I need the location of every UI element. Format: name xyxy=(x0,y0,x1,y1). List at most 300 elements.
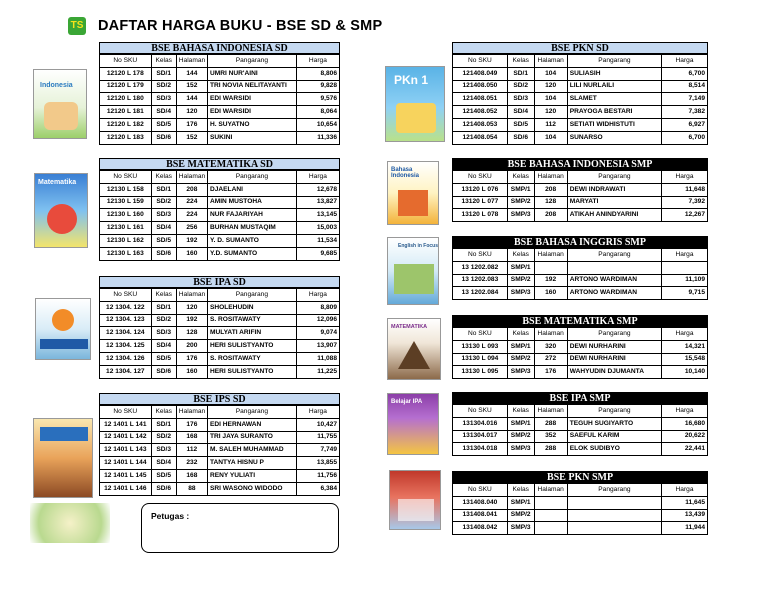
cell-halaman: 232 xyxy=(176,457,207,470)
table-header-row xyxy=(453,249,708,262)
column-header-sku: No SKU xyxy=(453,484,508,497)
cell-harga: 11,109 xyxy=(662,274,708,287)
table-row xyxy=(453,430,708,443)
cell-harga: 10,427 xyxy=(296,418,339,431)
cell-kelas: SMP/1 xyxy=(507,340,534,353)
cell-sku: 12 1401 L 145 xyxy=(100,469,152,482)
column-header-kelas: Kelas xyxy=(151,289,176,302)
cell-pangarang: EDI WARSIDI xyxy=(207,106,296,119)
table-row xyxy=(453,496,708,509)
cell-sku: 12120 L 182 xyxy=(100,118,152,131)
cell-kelas: SD/5 xyxy=(507,118,534,131)
cell-halaman: 160 xyxy=(176,247,207,260)
table-row xyxy=(100,431,340,444)
page-title: DAFTAR HARGA BUKU - BSE SD & SMP xyxy=(98,18,383,34)
petugas-box xyxy=(141,503,339,553)
cell-pangarang: SRI WASONO WIDODO xyxy=(207,482,296,495)
cell-harga: 20,622 xyxy=(662,430,708,443)
cell-kelas: SD/4 xyxy=(151,222,176,235)
column-header-harga: Harga xyxy=(296,171,339,184)
cell-pangarang xyxy=(567,522,661,535)
cell-halaman xyxy=(534,261,567,274)
section-title: BSE BAHASA INDONESIA SD xyxy=(99,42,340,54)
cover-matematika-smp xyxy=(387,318,441,380)
cell-pangarang: ARTONO WARDIMAN xyxy=(567,274,661,287)
cover-ipa-smp xyxy=(387,393,439,455)
cell-sku: 12130 L 159 xyxy=(100,196,152,209)
column-header-kelas: Kelas xyxy=(151,406,176,419)
column-header-halaman: Halaman xyxy=(534,171,567,184)
cell-pangarang: DEWI NURHARINI xyxy=(567,340,661,353)
cell-kelas: SD/2 xyxy=(151,80,176,93)
column-header-pangarang: Pangarang xyxy=(567,328,661,341)
table-row xyxy=(100,457,340,470)
cell-pangarang: PRAYOGA BESTARI xyxy=(567,106,661,119)
column-header-halaman: Halaman xyxy=(176,289,207,302)
cell-kelas: SMP/2 xyxy=(507,274,534,287)
cell-sku: 13120 L 078 xyxy=(453,209,508,222)
cell-harga: 8,514 xyxy=(662,80,708,93)
cover-bahasa-inggris-smp xyxy=(387,237,439,305)
cell-sku: 12 1401 L 146 xyxy=(100,482,152,495)
cell-pangarang: ELOK SUDIBYO xyxy=(567,443,661,456)
cell-pangarang: NUR FAJARIYAH xyxy=(207,209,296,222)
column-header-harga: Harga xyxy=(296,289,339,302)
cell-halaman xyxy=(534,522,567,535)
cell-halaman: 112 xyxy=(176,444,207,457)
cell-harga: 10,140 xyxy=(662,366,708,379)
cell-kelas: SD/1 xyxy=(151,418,176,431)
cell-sku: 12120 L 183 xyxy=(100,131,152,144)
cell-sku: 12 1304. 122 xyxy=(100,301,152,314)
table-header-row xyxy=(453,55,708,68)
cell-sku: 12 1304. 126 xyxy=(100,352,152,365)
cover-collection-sd xyxy=(30,503,110,543)
cover-title: Bahasa Indonesia xyxy=(391,167,420,179)
table-header-row xyxy=(100,171,340,184)
cell-harga: 13,145 xyxy=(296,209,339,222)
cell-halaman: 120 xyxy=(534,106,567,119)
table-row xyxy=(453,522,708,535)
section-matematika-smp xyxy=(452,315,708,379)
cell-halaman: 192 xyxy=(534,274,567,287)
price-table xyxy=(452,483,708,535)
cell-kelas: SD/1 xyxy=(151,67,176,80)
column-header-pangarang: Pangarang xyxy=(567,484,661,497)
cell-kelas: SMP/2 xyxy=(507,430,534,443)
price-table xyxy=(452,404,708,456)
column-header-halaman: Halaman xyxy=(176,406,207,419)
cell-sku: 12 1401 L 141 xyxy=(100,418,152,431)
cell-kelas: SD/1 xyxy=(151,183,176,196)
cell-halaman: 104 xyxy=(534,93,567,106)
cover-title: MATEMATIKA xyxy=(391,324,428,330)
cell-harga: 9,685 xyxy=(296,247,339,260)
column-header-kelas: Kelas xyxy=(507,405,534,418)
cell-kelas: SD/3 xyxy=(507,93,534,106)
cell-sku: 12120 L 179 xyxy=(100,80,152,93)
cell-harga: 15,548 xyxy=(662,353,708,366)
column-header-harga: Harga xyxy=(662,405,708,418)
cell-kelas: SD/3 xyxy=(151,93,176,106)
cell-pangarang: DJAELANI xyxy=(207,183,296,196)
cell-kelas: SD/6 xyxy=(151,365,176,378)
cell-kelas: SD/5 xyxy=(151,469,176,482)
cell-pangarang: WAHYUDIN DJUMANTA xyxy=(567,366,661,379)
column-header-sku: No SKU xyxy=(453,55,508,68)
cell-harga: 13,827 xyxy=(296,196,339,209)
cell-pangarang: M. SALEH MUHAMMAD xyxy=(207,444,296,457)
cell-kelas: SD/1 xyxy=(151,301,176,314)
cell-pangarang: SLAMET xyxy=(567,93,661,106)
cell-kelas: SD/3 xyxy=(151,327,176,340)
section-bahasa-indonesia-smp xyxy=(452,158,708,222)
column-header-harga: Harga xyxy=(662,484,708,497)
column-header-halaman: Halaman xyxy=(534,405,567,418)
cell-halaman: 104 xyxy=(534,131,567,144)
cell-sku: 131304.018 xyxy=(453,443,508,456)
cell-halaman: 272 xyxy=(534,353,567,366)
cell-halaman: 168 xyxy=(176,469,207,482)
cell-halaman: 176 xyxy=(176,352,207,365)
table-row xyxy=(453,118,708,131)
column-header-sku: No SKU xyxy=(453,328,508,341)
table-header-row xyxy=(100,55,340,68)
cell-harga: 11,534 xyxy=(296,234,339,247)
cell-harga: 7,382 xyxy=(662,106,708,119)
cell-halaman: 176 xyxy=(176,118,207,131)
cell-harga: 11,648 xyxy=(662,183,708,196)
cell-harga xyxy=(662,261,708,274)
column-header-kelas: Kelas xyxy=(507,249,534,262)
price-table xyxy=(452,327,708,379)
table-row xyxy=(100,118,340,131)
cell-halaman: 128 xyxy=(534,196,567,209)
cell-halaman: 144 xyxy=(176,67,207,80)
cell-harga: 9,715 xyxy=(662,287,708,300)
cell-harga: 12,096 xyxy=(296,314,339,327)
column-header-harga: Harga xyxy=(662,55,708,68)
cell-pangarang: SAEFUL KARIM xyxy=(567,430,661,443)
cell-harga: 9,828 xyxy=(296,80,339,93)
logo-text: TS xyxy=(70,20,84,31)
cell-kelas: SD/4 xyxy=(507,106,534,119)
cell-kelas: SD/5 xyxy=(151,352,176,365)
cell-harga: 16,680 xyxy=(662,417,708,430)
cell-sku: 12130 L 158 xyxy=(100,183,152,196)
cell-kelas: SMP/2 xyxy=(507,196,534,209)
price-table xyxy=(452,248,708,300)
table-row xyxy=(453,353,708,366)
table-row xyxy=(453,287,708,300)
cell-halaman: 208 xyxy=(176,183,207,196)
table-row xyxy=(453,209,708,222)
cell-pangarang: TANTYA HISNU P xyxy=(207,457,296,470)
cell-harga: 12,678 xyxy=(296,183,339,196)
table-row xyxy=(453,509,708,522)
column-header-halaman: Halaman xyxy=(176,55,207,68)
section-title: BSE BAHASA INGGRIS SMP xyxy=(452,236,708,248)
cell-kelas: SD/5 xyxy=(151,234,176,247)
cell-pangarang: DEWI INDRAWATI xyxy=(567,183,661,196)
table-row xyxy=(100,469,340,482)
price-table xyxy=(452,170,708,222)
column-header-sku: No SKU xyxy=(100,289,152,302)
section-title: BSE PKN SD xyxy=(452,42,708,54)
cell-sku: 121408.051 xyxy=(453,93,508,106)
cell-harga: 8,809 xyxy=(296,301,339,314)
cell-kelas: SMP/3 xyxy=(507,522,534,535)
cell-pangarang: HERI SULISTYANTO xyxy=(207,365,296,378)
column-header-pangarang: Pangarang xyxy=(207,406,296,419)
table-row xyxy=(100,327,340,340)
cell-sku: 13130 L 094 xyxy=(453,353,508,366)
cover-pkn-smp xyxy=(389,470,441,530)
cell-sku: 12 1401 L 142 xyxy=(100,431,152,444)
cell-sku: 121408.053 xyxy=(453,118,508,131)
cell-pangarang: TEGUH SUGIYARTO xyxy=(567,417,661,430)
cell-sku: 13 1202.082 xyxy=(453,261,508,274)
column-header-kelas: Kelas xyxy=(507,328,534,341)
section-title: BSE PKN SMP xyxy=(452,471,708,483)
cell-halaman: 152 xyxy=(176,131,207,144)
price-table xyxy=(99,405,340,496)
table-row xyxy=(453,93,708,106)
table-header-row xyxy=(453,484,708,497)
cell-pangarang xyxy=(567,509,661,522)
cover-pkn-sd xyxy=(385,66,445,142)
cover-ips-sd xyxy=(33,418,93,498)
cell-pangarang: MULYATI ARIFIN xyxy=(207,327,296,340)
table-row xyxy=(100,340,340,353)
cell-sku: 13120 L 077 xyxy=(453,196,508,209)
table-row xyxy=(453,106,708,119)
cell-halaman: 144 xyxy=(176,93,207,106)
section-bahasa-indonesia-sd xyxy=(99,42,340,145)
table-row xyxy=(100,352,340,365)
cell-harga: 8,806 xyxy=(296,67,339,80)
column-header-sku: No SKU xyxy=(100,406,152,419)
table-row xyxy=(100,314,340,327)
section-bahasa-inggris-smp xyxy=(452,236,708,300)
cell-sku: 12 1304. 125 xyxy=(100,340,152,353)
table-row xyxy=(100,365,340,378)
cell-halaman: 176 xyxy=(534,366,567,379)
cell-sku: 13 1202.083 xyxy=(453,274,508,287)
section-ipa-smp xyxy=(452,392,708,456)
cell-pangarang: SUNARSO xyxy=(567,131,661,144)
cell-kelas: SMP/3 xyxy=(507,209,534,222)
cell-sku: 121408.054 xyxy=(453,131,508,144)
cell-sku: 12 1304. 127 xyxy=(100,365,152,378)
column-header-harga: Harga xyxy=(662,171,708,184)
column-header-halaman: Halaman xyxy=(534,328,567,341)
cell-pangarang: UMRI NUR'AINI xyxy=(207,67,296,80)
cell-harga: 11,645 xyxy=(662,496,708,509)
cell-kelas: SMP/2 xyxy=(507,509,534,522)
cell-pangarang: MARYATI xyxy=(567,196,661,209)
table-row xyxy=(453,67,708,80)
cell-halaman: 112 xyxy=(534,118,567,131)
cell-sku: 12130 L 161 xyxy=(100,222,152,235)
cell-halaman: 208 xyxy=(534,183,567,196)
cell-sku: 12120 L 178 xyxy=(100,67,152,80)
cell-harga: 11,756 xyxy=(296,469,339,482)
cell-pangarang: BURHAN MUSTAQIM xyxy=(207,222,296,235)
cell-pangarang: TRI JAYA SURANTO xyxy=(207,431,296,444)
cell-pangarang: SETIATI WIDHISTUTI xyxy=(567,118,661,131)
column-header-halaman: Halaman xyxy=(534,484,567,497)
table-row xyxy=(100,106,340,119)
section-title: BSE IPA SD xyxy=(99,276,340,288)
cell-pangarang: SULIASIH xyxy=(567,67,661,80)
cell-kelas: SD/2 xyxy=(151,196,176,209)
cell-pangarang: TRI NOVIA NELITAYANTI xyxy=(207,80,296,93)
cell-sku: 131408.041 xyxy=(453,509,508,522)
cell-kelas: SD/4 xyxy=(151,457,176,470)
cell-pangarang: RENY YULIATI xyxy=(207,469,296,482)
cell-harga: 15,003 xyxy=(296,222,339,235)
table-row xyxy=(100,93,340,106)
cell-sku: 121408.052 xyxy=(453,106,508,119)
cell-harga: 13,907 xyxy=(296,340,339,353)
cell-sku: 13130 L 095 xyxy=(453,366,508,379)
cell-pangarang: Y. D. SUMANTO xyxy=(207,234,296,247)
cell-kelas: SD/4 xyxy=(151,106,176,119)
cell-halaman: 200 xyxy=(176,340,207,353)
table-row xyxy=(100,183,340,196)
cell-halaman xyxy=(534,496,567,509)
cell-halaman: 224 xyxy=(176,209,207,222)
cell-kelas: SD/6 xyxy=(151,131,176,144)
column-header-halaman: Halaman xyxy=(534,249,567,262)
column-header-kelas: Kelas xyxy=(507,55,534,68)
column-header-sku: No SKU xyxy=(453,171,508,184)
cell-pangarang: AMIN MUSTOHA xyxy=(207,196,296,209)
section-pkn-smp xyxy=(452,471,708,535)
cell-sku: 12130 L 163 xyxy=(100,247,152,260)
section-title: BSE MATEMATIKA SMP xyxy=(452,315,708,327)
cell-halaman: 192 xyxy=(176,314,207,327)
cell-pangarang: HERI SULISTYANTO xyxy=(207,340,296,353)
cell-sku: 12130 L 160 xyxy=(100,209,152,222)
cell-sku: 12 1401 L 144 xyxy=(100,457,152,470)
cell-pangarang: LILI NURLAILI xyxy=(567,80,661,93)
table-header-row xyxy=(100,289,340,302)
price-table xyxy=(99,170,340,261)
cell-harga: 7,749 xyxy=(296,444,339,457)
cover-matematika-sd xyxy=(34,173,88,248)
cell-pangarang: EDI HERNAWAN xyxy=(207,418,296,431)
cell-halaman: 256 xyxy=(176,222,207,235)
section-pkn-sd xyxy=(452,42,708,145)
cell-pangarang: S. ROSITAWATY xyxy=(207,352,296,365)
cell-sku: 12120 L 181 xyxy=(100,106,152,119)
table-row xyxy=(453,183,708,196)
price-table xyxy=(99,288,340,379)
column-header-sku: No SKU xyxy=(453,405,508,418)
cell-halaman: 120 xyxy=(176,106,207,119)
cell-halaman: 120 xyxy=(176,301,207,314)
table-header-row xyxy=(453,405,708,418)
petugas-label: Petugas : xyxy=(151,511,190,521)
cell-kelas: SD/6 xyxy=(151,247,176,260)
table-row xyxy=(453,340,708,353)
cell-halaman: 208 xyxy=(534,209,567,222)
cell-sku: 131304.016 xyxy=(453,417,508,430)
cell-harga: 11,944 xyxy=(662,522,708,535)
cell-kelas: SD/6 xyxy=(151,482,176,495)
cell-harga: 6,700 xyxy=(662,131,708,144)
cell-halaman: 104 xyxy=(534,67,567,80)
cell-sku: 13130 L 093 xyxy=(453,340,508,353)
cell-halaman: 88 xyxy=(176,482,207,495)
cell-harga: 6,927 xyxy=(662,118,708,131)
column-header-harga: Harga xyxy=(296,406,339,419)
table-row xyxy=(453,417,708,430)
cell-sku: 12 1401 L 143 xyxy=(100,444,152,457)
table-header-row xyxy=(453,171,708,184)
cell-halaman: 152 xyxy=(176,80,207,93)
cell-harga: 6,700 xyxy=(662,67,708,80)
column-header-sku: No SKU xyxy=(100,55,152,68)
cell-harga: 10,654 xyxy=(296,118,339,131)
table-row xyxy=(453,261,708,274)
cell-sku: 131408.040 xyxy=(453,496,508,509)
table-row xyxy=(100,67,340,80)
table-row xyxy=(100,80,340,93)
cell-harga: 6,384 xyxy=(296,482,339,495)
cell-halaman: 288 xyxy=(534,417,567,430)
column-header-halaman: Halaman xyxy=(176,171,207,184)
cell-harga: 7,149 xyxy=(662,93,708,106)
logo xyxy=(68,17,86,35)
cell-kelas: SD/6 xyxy=(507,131,534,144)
section-ips-sd xyxy=(99,393,340,496)
column-header-pangarang: Pangarang xyxy=(207,289,296,302)
cell-harga: 11,225 xyxy=(296,365,339,378)
cell-halaman: 176 xyxy=(176,418,207,431)
cell-harga: 7,392 xyxy=(662,196,708,209)
cell-kelas: SD/2 xyxy=(151,314,176,327)
table-row xyxy=(100,131,340,144)
column-header-harga: Harga xyxy=(296,55,339,68)
cover-ipa-sd xyxy=(35,298,91,360)
cell-halaman: 120 xyxy=(534,80,567,93)
cover-title: Matematika xyxy=(38,179,77,186)
section-ipa-sd xyxy=(99,276,340,379)
table-header-row xyxy=(453,328,708,341)
cell-sku: 12 1304. 123 xyxy=(100,314,152,327)
cell-halaman: 168 xyxy=(176,431,207,444)
table-row xyxy=(453,80,708,93)
cell-sku: 12 1304. 124 xyxy=(100,327,152,340)
cell-pangarang: EDI WARSIDI xyxy=(207,93,296,106)
cell-halaman: 160 xyxy=(534,287,567,300)
table-row xyxy=(453,196,708,209)
cover-title: English in Focus xyxy=(398,243,439,249)
price-table xyxy=(99,54,340,145)
table-row xyxy=(100,222,340,235)
cell-kelas: SD/5 xyxy=(151,118,176,131)
table-row xyxy=(100,444,340,457)
cell-sku: 121408.049 xyxy=(453,67,508,80)
table-row xyxy=(100,234,340,247)
cell-kelas: SMP/3 xyxy=(507,443,534,456)
cell-halaman: 320 xyxy=(534,340,567,353)
table-row xyxy=(100,482,340,495)
table-row xyxy=(453,131,708,144)
